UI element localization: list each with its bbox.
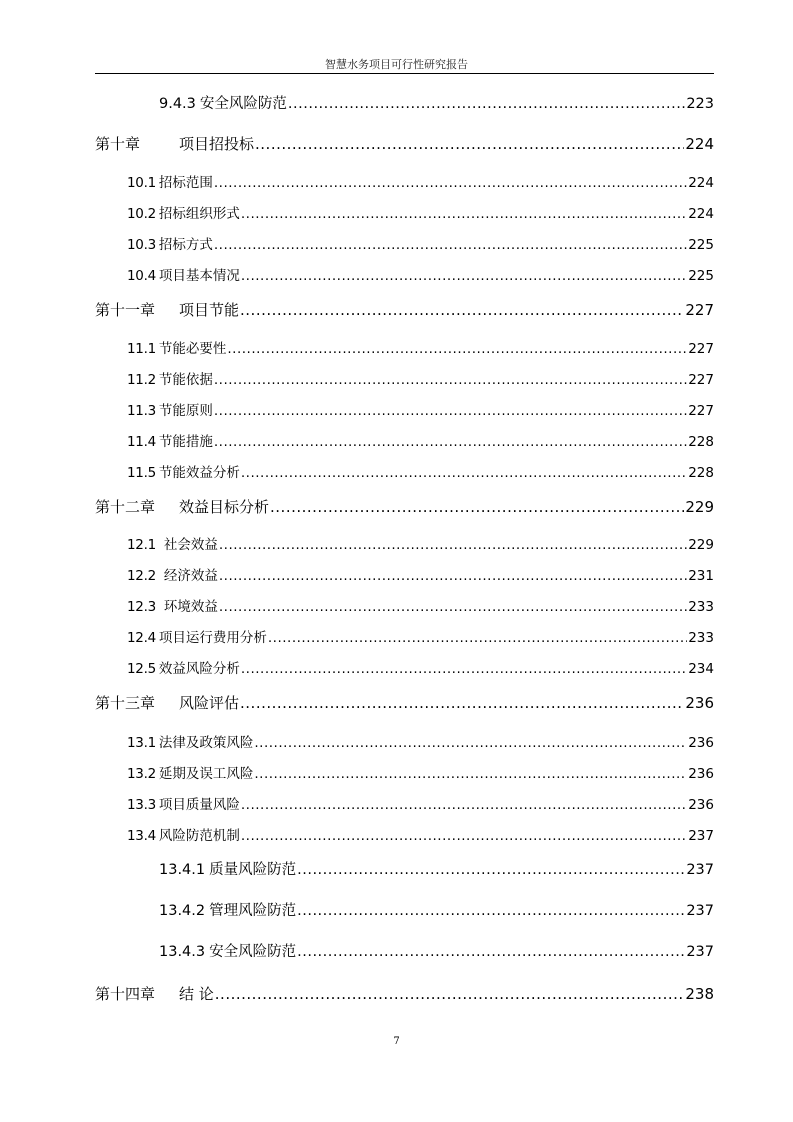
toc-entry-number: 13.4 — [127, 828, 156, 844]
toc-entry-number: 11.3 — [127, 403, 156, 419]
toc-entry-number: 12.2 — [127, 568, 160, 584]
toc-entry-title: 法律及政策风险 — [158, 735, 254, 751]
toc-entry-number: 第十二章 — [95, 498, 156, 516]
dot-leader — [241, 661, 687, 677]
toc-entry-label — [127, 595, 218, 615]
toc-entry-number: 13.4.1 — [159, 862, 206, 878]
toc-entry-title: 项目基本情况 — [158, 268, 240, 284]
header-divider — [95, 73, 714, 74]
toc-entry-page: 224 — [688, 175, 714, 191]
toc-entry-section[interactable] — [95, 793, 714, 813]
toc-entry-section[interactable] — [95, 762, 714, 782]
dot-leader — [227, 341, 687, 357]
dot-leader — [219, 537, 687, 553]
toc-entry-number: 13.3 — [127, 797, 156, 813]
toc-entry-page: 223 — [686, 96, 714, 112]
toc-entry-number: 13.2 — [127, 766, 156, 782]
toc-entry-section[interactable] — [95, 430, 714, 450]
toc-entry-title: 风险评估 — [179, 694, 240, 712]
toc-entry-label — [159, 940, 296, 961]
toc-entry-label — [95, 299, 239, 320]
dot-leader — [297, 862, 685, 878]
toc-entry-section[interactable] — [95, 595, 714, 615]
toc-entry-title: 节能措施 — [158, 434, 213, 450]
toc-entry-section[interactable] — [95, 233, 714, 253]
toc-entry-title: 效益风险分析 — [158, 661, 240, 677]
toc-entry-label — [127, 564, 218, 584]
toc-entry-sub[interactable] — [95, 858, 714, 879]
toc-entry-page: 233 — [688, 630, 714, 646]
toc-entry-section[interactable] — [95, 264, 714, 284]
dot-leader — [254, 735, 687, 751]
toc-entry-page: 237 — [686, 862, 714, 878]
dot-leader — [297, 903, 685, 919]
toc-entry-number: 第十一章 — [95, 301, 156, 319]
dot-leader — [241, 465, 687, 481]
toc-entry-label — [127, 368, 213, 388]
toc-entry-label — [127, 762, 253, 782]
dot-leader — [214, 237, 687, 253]
toc-entry-number: 10.1 — [127, 175, 156, 191]
toc-entry-title: 风险防范机制 — [158, 828, 240, 844]
toc-entry-section[interactable] — [95, 731, 714, 751]
toc-entry-title: 项目招投标 — [179, 135, 255, 153]
dot-leader — [241, 828, 687, 844]
toc-entry-chapter[interactable] — [95, 299, 714, 320]
toc-entry-label — [159, 899, 296, 920]
toc-entry-number: 第十三章 — [95, 694, 156, 712]
toc-entry-title: 社会效益 — [163, 537, 218, 553]
toc-entry-page: 237 — [688, 828, 714, 844]
dot-leader — [268, 630, 687, 646]
dot-leader — [297, 944, 685, 960]
toc-entry-chapter[interactable] — [95, 133, 714, 154]
toc-entry-title: 安全风险防范 — [209, 944, 297, 960]
toc-entry-title: 项目运行费用分析 — [158, 630, 267, 646]
toc-entry-chapter[interactable] — [95, 692, 714, 713]
toc-entry-title: 安全风险防范 — [199, 96, 287, 112]
toc-entry-page: 236 — [688, 735, 714, 751]
toc-entry-label — [127, 171, 213, 191]
toc-entry-page: 224 — [688, 206, 714, 222]
toc-entry-title: 环境效益 — [163, 599, 218, 615]
toc-entry-number: 第十章 — [95, 135, 141, 153]
toc-entry-sub[interactable] — [95, 899, 714, 920]
toc-entry-sub[interactable] — [95, 92, 714, 113]
toc-entry-label — [127, 793, 240, 813]
dot-leader — [240, 301, 684, 319]
toc-entry-label — [127, 337, 226, 357]
toc-entry-section[interactable] — [95, 626, 714, 646]
toc-entry-label — [127, 233, 213, 253]
toc-entry-page: 236 — [685, 694, 714, 712]
toc-entry-chapter[interactable] — [95, 983, 714, 1004]
toc-entry-title: 节能原则 — [158, 403, 213, 419]
toc-entry-page: 228 — [688, 465, 714, 481]
toc-entry-page: 236 — [688, 797, 714, 813]
toc-entry-label — [127, 533, 218, 553]
toc-entry-section[interactable] — [95, 564, 714, 584]
toc-entry-title: 项目节能 — [179, 301, 240, 319]
toc-entry-title: 招标范围 — [158, 175, 213, 191]
toc-entry-page: 234 — [688, 661, 714, 677]
dot-leader — [241, 797, 687, 813]
toc-entry-number: 13.1 — [127, 735, 156, 751]
toc-entry-title: 管理风险防范 — [209, 903, 297, 919]
dot-leader — [214, 403, 687, 419]
toc-entry-title: 延期及误工风险 — [158, 766, 254, 782]
toc-entry-page: 236 — [688, 766, 714, 782]
toc-entry-page: 233 — [688, 599, 714, 615]
toc-entry-page: 237 — [686, 944, 714, 960]
toc-entry-number: 12.3 — [127, 599, 160, 615]
toc-entry-page: 225 — [688, 268, 714, 284]
toc-entry-section[interactable] — [95, 824, 714, 844]
dot-leader — [241, 268, 687, 284]
toc-entry-label — [127, 202, 240, 222]
toc-entry-label — [95, 983, 214, 1004]
toc-entry-label — [127, 264, 240, 284]
toc-entry-number: 10.3 — [127, 237, 156, 253]
toc-entry-section[interactable] — [95, 461, 714, 481]
toc-entry-number: 13.4.3 — [159, 944, 206, 960]
toc-entry-title: 节能必要性 — [158, 341, 227, 357]
toc-entry-number: 12.4 — [127, 630, 156, 646]
toc-entry-label — [127, 731, 253, 751]
dot-leader — [219, 568, 687, 584]
toc-entry-title: 项目质量风险 — [158, 797, 240, 813]
toc-entry-section[interactable] — [95, 533, 714, 553]
toc-entry-number: 第十四章 — [95, 985, 156, 1003]
dot-leader — [214, 434, 687, 450]
toc-entry-title: 节能依据 — [158, 372, 213, 388]
dot-leader — [219, 599, 687, 615]
toc-entry-section[interactable] — [95, 399, 714, 419]
toc-entry-page: 238 — [685, 985, 714, 1003]
toc-entry-label — [127, 824, 240, 844]
toc-entry-page: 229 — [685, 498, 714, 516]
toc-entry-label — [127, 461, 240, 481]
toc-entry-label — [127, 657, 240, 677]
toc-entry-page: 237 — [686, 903, 714, 919]
toc-entry-number: 11.4 — [127, 434, 156, 450]
toc-entry-page: 227 — [685, 301, 714, 319]
toc-entry-section[interactable] — [95, 657, 714, 677]
dot-leader — [255, 135, 684, 153]
toc-entry-label — [127, 430, 213, 450]
toc-entry-title: 招标组织形式 — [158, 206, 240, 222]
toc-entry-number: 10.4 — [127, 268, 156, 284]
toc-entry-page: 227 — [688, 341, 714, 357]
dot-leader — [214, 372, 687, 388]
toc-entry-label — [95, 496, 269, 517]
toc-entry-label — [127, 399, 213, 419]
toc-entry-page: 227 — [688, 403, 714, 419]
toc-entry-number: 12.1 — [127, 537, 160, 553]
dot-leader — [241, 206, 687, 222]
toc-entry-section[interactable] — [95, 171, 714, 191]
dot-leader — [254, 766, 687, 782]
toc-entry-label — [127, 626, 267, 646]
toc-entry-chapter[interactable] — [95, 496, 714, 517]
toc-entry-page: 229 — [688, 537, 714, 553]
toc-entry-title: 招标方式 — [158, 237, 213, 253]
toc-entry-section[interactable] — [95, 368, 714, 388]
toc-entry-number: 10.2 — [127, 206, 156, 222]
dot-leader — [240, 694, 684, 712]
toc-entry-section[interactable] — [95, 202, 714, 222]
toc-entry-page: 224 — [685, 135, 714, 153]
running-header-title: 智慧水务项目可行性研究报告 — [325, 58, 468, 71]
toc-entry-title: 结 论 — [179, 985, 214, 1003]
dot-leader — [270, 498, 684, 516]
toc-entry-sub[interactable] — [95, 940, 714, 961]
toc-entry-label — [95, 133, 254, 154]
toc-entry-number: 11.2 — [127, 372, 156, 388]
dot-leader — [214, 175, 687, 191]
toc-entry-number: 9.4.3 — [159, 96, 196, 112]
toc-entry-title: 效益目标分析 — [179, 498, 270, 516]
toc-entry-page: 227 — [688, 372, 714, 388]
dot-leader — [288, 96, 685, 112]
toc-entry-number: 12.5 — [127, 661, 156, 677]
toc-entry-title: 质量风险防范 — [209, 862, 297, 878]
toc-entry-title: 节能效益分析 — [158, 465, 240, 481]
toc-entry-label — [159, 858, 296, 879]
toc-entry-number: 11.5 — [127, 465, 156, 481]
dot-leader — [215, 985, 685, 1003]
page-number: 7 — [393, 1036, 400, 1047]
toc-entry-number: 11.1 — [127, 341, 156, 357]
toc-entry-title: 经济效益 — [163, 568, 218, 584]
toc-entry-section[interactable] — [95, 337, 714, 357]
toc-entry-label — [95, 692, 239, 713]
toc-entry-page: 231 — [688, 568, 714, 584]
toc-entry-page: 228 — [688, 434, 714, 450]
toc-entry-label — [159, 92, 287, 113]
toc-entry-page: 225 — [688, 237, 714, 253]
toc-entry-number: 13.4.2 — [159, 903, 206, 919]
